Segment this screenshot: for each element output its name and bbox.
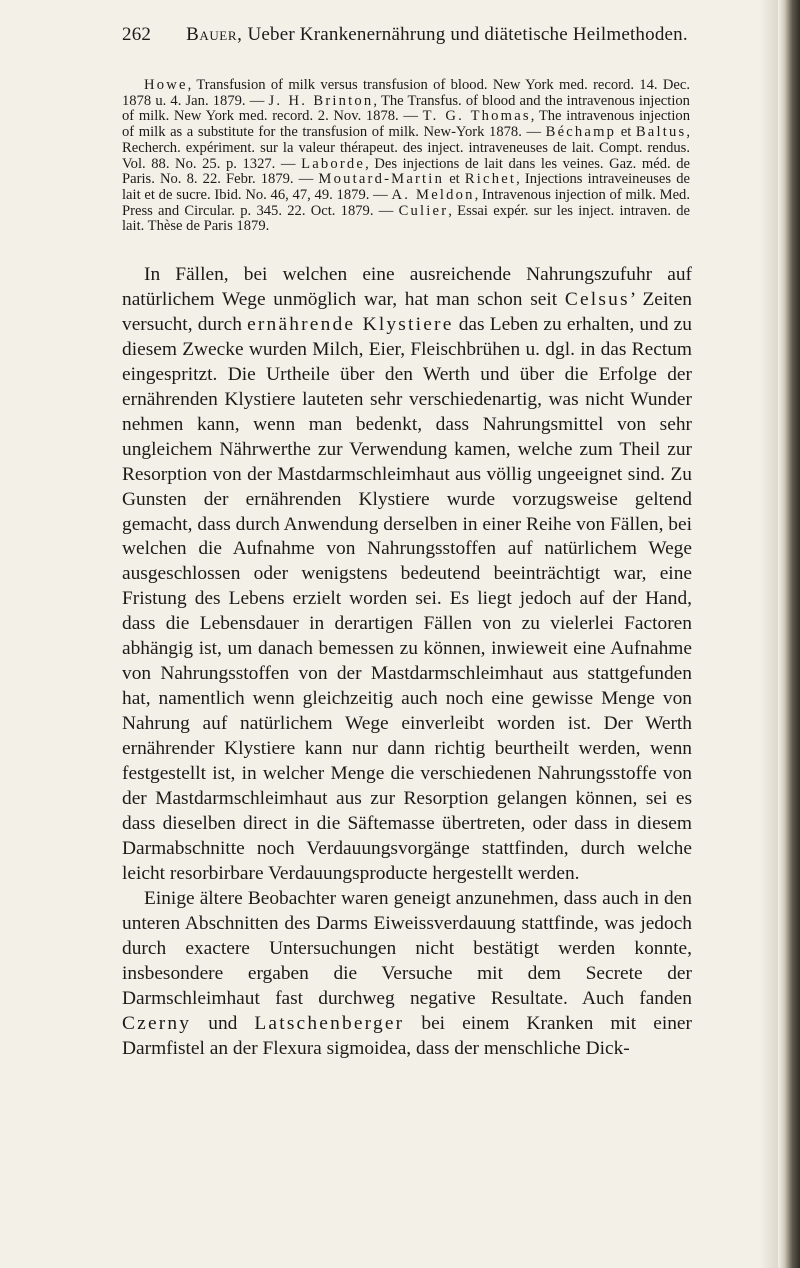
ref-author: Laborde <box>301 155 366 172</box>
ref-text: et <box>616 124 636 141</box>
ref-author: J. H. Brinton <box>268 92 374 109</box>
page-shadow <box>760 0 778 1268</box>
text-run: In Fällen, bei welchen eine ausreichende Nahrungszufuhr auf natürlichem Wege unmöglich war, hat man schon seit <box>122 264 692 310</box>
ref-text: , Intravenous injection of milk. Med. Press and Circular. p. 345. 22. Oct. 1879. — <box>122 186 690 219</box>
references-block <box>122 78 690 235</box>
main-text <box>122 263 692 1062</box>
text-run: das Leben zu erhalten, und zu diesem Zwecke wurden Milch, Eier, Fleischbrühen u. dgl. in das Rectum eingespritzt. Die Urtheile über den Werth und über die Erfolge der ernährenden Klystiere lauteten sehr verschiedenartig, was nicht Wunder nehmen kann, wenn man bedenkt, dass Nahrungsmittel von sehr ungleichem Nährwerthe zur Verwendung kamen, welche zum Theil zur Resorption von der Mastdarmschleimhaut aus völlig ungeeignet sind. Zu Gunsten der ernährenden Klystiere wurde vorzugsweise geltend gemacht, dass durch Anwendung derselben in einer Reihe von Fällen, bei welchen die Aufnahme von Nahrungsstoffen auf natürlichem Wege ausgeschlossen oder wenigstens bedeutend beeinträchtigt war, eine Fristung des Lebens erzielt worden sei. Es liegt jedoch auf der Hand, dass die Lebensdauer in derartigen Fällen von zu vielerlei Factoren abhängig ist, um danach bemessen zu können, inwieweit eine Aufnahme von Nahrungsstoffen von der Mastdarmschleimhaut aus stattgefunden hat, namentlich wenn gleichzeitig auch noch eine gewisse Menge von Nahrung auf natürlichem Wege einverleibt worden ist. Der Werth ernährender Klystiere kann nur dann richtig beurtheilt werden, wenn festgestellt ist, in welcher Menge die verschiedenen Nahrungsstoffe von der Mastdarmschleimhaut aus zur Resorption gelangen können, sei es dass dieselben direct in die Säftemasse übertreten, oder dass in diesem Darmabschnitte noch Verdauungsvorgänge stattfinden, durch welche leicht resorbirbare Verdauungsproducte hergestellt werden. <box>122 313 692 884</box>
emphasized-name: Latschenberger <box>254 1012 405 1034</box>
ref-author: Moutard-Martin <box>318 171 445 188</box>
page-number: 262 <box>122 24 152 45</box>
header-author: Bauer, <box>186 24 243 45</box>
ref-author: Culier <box>398 202 449 219</box>
emphasized-name: Czerny <box>122 1012 192 1034</box>
ref-text: , The intravenous injection of milk as a substitute for the transfusion of milk. New-York 1878. — <box>122 108 691 141</box>
ref-text: , Transfusion of milk versus transfusion of blood. New York med. record. 14. Dec. 1878 u. 4. Jan. 1879. — <box>122 77 690 109</box>
ref-author: Béchamp <box>545 124 617 141</box>
ref-text: , Injections intraveineuses de lait et de sucre. Ibid. No. 46, 47, 49. 1879. — <box>122 171 690 203</box>
header-title: Ueber Krankenernährung und diätetische Heilmethoden. <box>247 24 688 45</box>
text-run: bei einem Kranken mit einer Darmfistel an der Flexura sigmoidea, dass der menschliche Dick- <box>122 1012 692 1059</box>
ref-author: Baltus <box>635 124 687 141</box>
text-run: Einige ältere Beobachter waren geneigt anzunehmen, dass auch in den unteren Abschnitten des Darms Eiweissverdauung stattfinde, was jedoch durch exactere Untersuchungen nicht bestätigt werden konnte, insbesondere ergaben die Versuche mit dem Secrete der Darmschleimhaut fast durchweg negative Resultate. Auch fanden <box>122 887 692 1009</box>
ref-text: , Recherch. expériment. sur la valeur thérapeut. des inject. intraveneuses de lait. Compt. rendus. Vol. 88. No. 25. p. 1327. — <box>122 124 690 172</box>
ref-text: , The Transfus. of blood and the intravenous injection of milk. New York med. record. 2. Nov. 1878. — <box>122 92 690 125</box>
emphasized-name: Celsus <box>564 288 630 310</box>
running-header <box>122 24 722 54</box>
ref-text: , Essai expér. sur les inject. intraven. de lait. Thèse de Paris 1879. <box>122 202 690 235</box>
emphasized-term: ernährende Klystiere <box>247 313 454 335</box>
ref-author: A. Meldon <box>391 186 475 203</box>
paragraph <box>122 887 692 1062</box>
book-binding-edge <box>778 0 800 1268</box>
paragraph <box>122 263 692 887</box>
text-run: und <box>191 1012 255 1034</box>
ref-author: T. G. Thomas <box>422 108 531 125</box>
ref-author: Richet <box>464 171 517 188</box>
ref-author: Howe <box>144 77 188 93</box>
ref-text: , Des injections de lait dans les veines. Gaz. méd. de Paris. No. 8. 22. Febr. 1879. — <box>122 155 691 188</box>
text-run: ’ Zeiten versucht, durch <box>122 288 692 335</box>
ref-text: et <box>444 171 465 188</box>
